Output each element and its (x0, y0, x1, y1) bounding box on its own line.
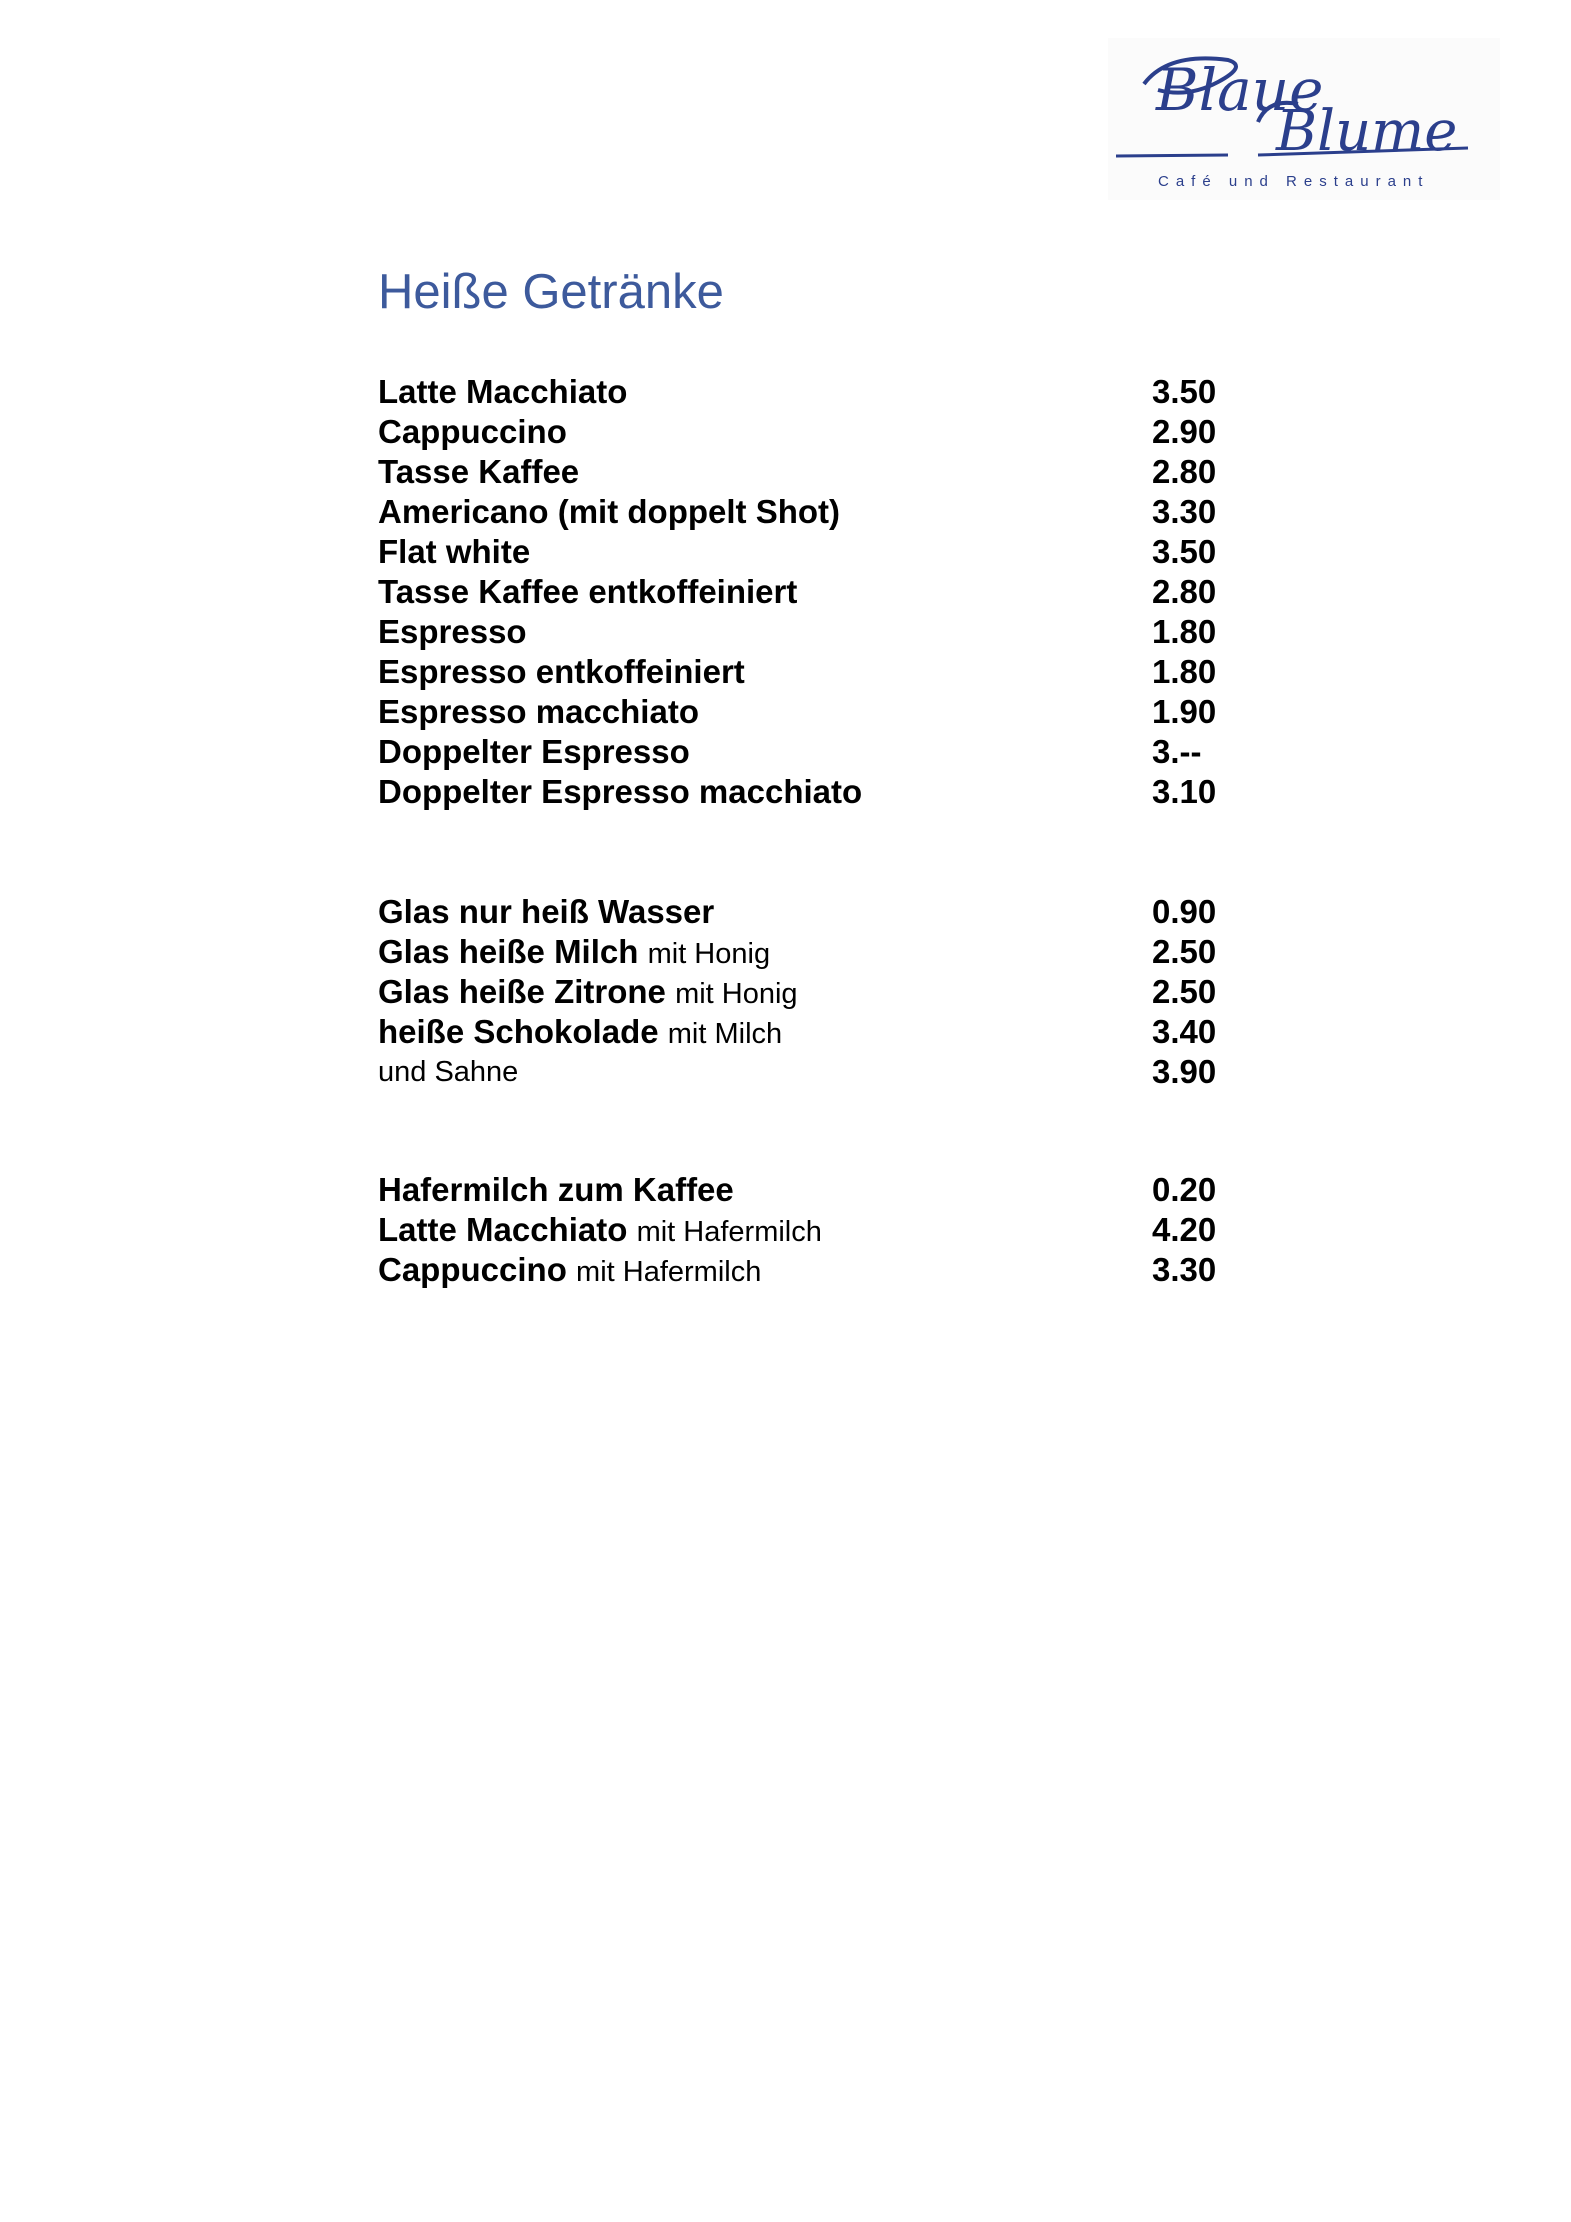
menu-item (378, 972, 1238, 1012)
menu-item-price: 3.90 (1152, 1053, 1217, 1090)
menu-item-title: Espresso macchiato (378, 693, 699, 730)
menu-item (378, 612, 1238, 652)
menu-item-note: und Sahne (378, 1056, 519, 1088)
logo-line2: Blume (1276, 99, 1458, 164)
menu-item (378, 1210, 1238, 1250)
menu-item (378, 892, 1238, 932)
menu-item (378, 452, 1238, 492)
menu-item-price: 2.50 (1152, 973, 1217, 1010)
menu-item-title: Americano (mit doppelt Shot) (378, 493, 840, 530)
menu-section-oat-milk (378, 1170, 1238, 1290)
menu-item-title: Hafermilch zum Kaffee (378, 1171, 734, 1208)
blaue-blume-logo-graphic (1108, 38, 1500, 200)
menu-section-coffee (378, 372, 1238, 812)
menu-item-name (378, 1210, 822, 1252)
menu-section-other-hot-drinks (378, 892, 1238, 1092)
menu-item-price: 0.90 (1152, 893, 1217, 930)
menu-item-price: 2.90 (1152, 413, 1217, 450)
menu-item-title: Latte Macchiato (378, 1211, 628, 1248)
menu-item-price: 3.50 (1152, 373, 1217, 410)
menu-item-price: 2.80 (1152, 573, 1217, 610)
menu-item (378, 1170, 1238, 1210)
menu-item (378, 372, 1238, 412)
menu-item-name (378, 372, 627, 412)
menu-item-title: Espresso entkoffeiniert (378, 653, 745, 690)
menu-item-price: 3.40 (1152, 1013, 1217, 1050)
menu-item-note: mit Hafermilch (636, 1216, 822, 1248)
menu-item (378, 1052, 1238, 1092)
menu-item (378, 692, 1238, 732)
menu-item-name (378, 452, 579, 492)
menu-item-title: Tasse Kaffee (378, 453, 580, 490)
logo-tagline: Café und Restaurant (1158, 173, 1430, 190)
menu-item-title: Espresso (378, 613, 527, 650)
menu-item-title: Glas nur heiß Wasser (378, 893, 715, 930)
menu-item-name (378, 1170, 734, 1210)
menu-item-note: mit Milch (667, 1018, 783, 1050)
menu-item (378, 772, 1238, 812)
menu-item-name (378, 732, 690, 772)
menu-item-title: Cappuccino (378, 413, 567, 450)
menu-item-price: 3.-- (1152, 733, 1202, 770)
brand-logo (1108, 38, 1500, 200)
menu-item-title: Tasse Kaffee entkoffeiniert (378, 573, 798, 610)
menu-item-price: 3.10 (1152, 773, 1217, 810)
menu-item-price: 1.80 (1152, 653, 1217, 690)
menu-item-price: 4.20 (1152, 1211, 1217, 1248)
menu-item (378, 492, 1238, 532)
menu-item (378, 1012, 1238, 1052)
menu-item-name (378, 492, 840, 532)
menu-item-price: 1.90 (1152, 693, 1217, 730)
menu-item (378, 1250, 1238, 1290)
menu-item-title: heiße Schokolade (378, 1013, 659, 1050)
menu-item-price: 2.80 (1152, 453, 1217, 490)
menu-item-note: mit Honig (647, 938, 771, 970)
menu-item-title: Flat white (378, 533, 531, 570)
menu-item-price: 3.50 (1152, 533, 1217, 570)
menu-item (378, 652, 1238, 692)
menu-item-price: 0.20 (1152, 1171, 1217, 1208)
menu-title: Heiße Getränke (378, 265, 724, 319)
menu-item (378, 572, 1238, 612)
menu-item-name (378, 612, 527, 652)
menu-item-name (378, 652, 745, 692)
menu-item-title: Latte Macchiato (378, 373, 628, 410)
menu-item-name (378, 572, 797, 612)
menu-item-price: 3.30 (1152, 493, 1217, 530)
menu-item-name (378, 1012, 782, 1054)
menu-item (378, 532, 1238, 572)
menu-item-name (378, 532, 530, 572)
menu-item (378, 932, 1238, 972)
menu-item-name (378, 412, 567, 452)
menu-item-title: Cappuccino (378, 1251, 567, 1288)
menu-item-price: 2.50 (1152, 933, 1217, 970)
menu-item-name (378, 932, 770, 974)
menu-item (378, 412, 1238, 452)
menu-item-price: 1.80 (1152, 613, 1217, 650)
menu-item-name (378, 1250, 761, 1292)
logo-line1: Blaue (1156, 56, 1324, 124)
menu-item-name (378, 692, 699, 732)
menu-item-title: Doppelter Espresso macchiato (378, 773, 863, 810)
menu-item-title: Glas heiße Zitrone (378, 973, 666, 1010)
menu-item-title: Glas heiße Milch (378, 933, 639, 970)
menu-item-name (378, 972, 798, 1014)
menu-item-title: Doppelter Espresso (378, 733, 690, 770)
menu-item-name (378, 892, 714, 932)
menu-item-note: mit Honig (675, 978, 798, 1010)
menu-item (378, 732, 1238, 772)
menu-item-note: mit Hafermilch (576, 1256, 762, 1288)
menu-item-price: 3.30 (1152, 1251, 1217, 1288)
menu-item-name (378, 772, 862, 812)
menu-item-name (378, 1052, 518, 1092)
